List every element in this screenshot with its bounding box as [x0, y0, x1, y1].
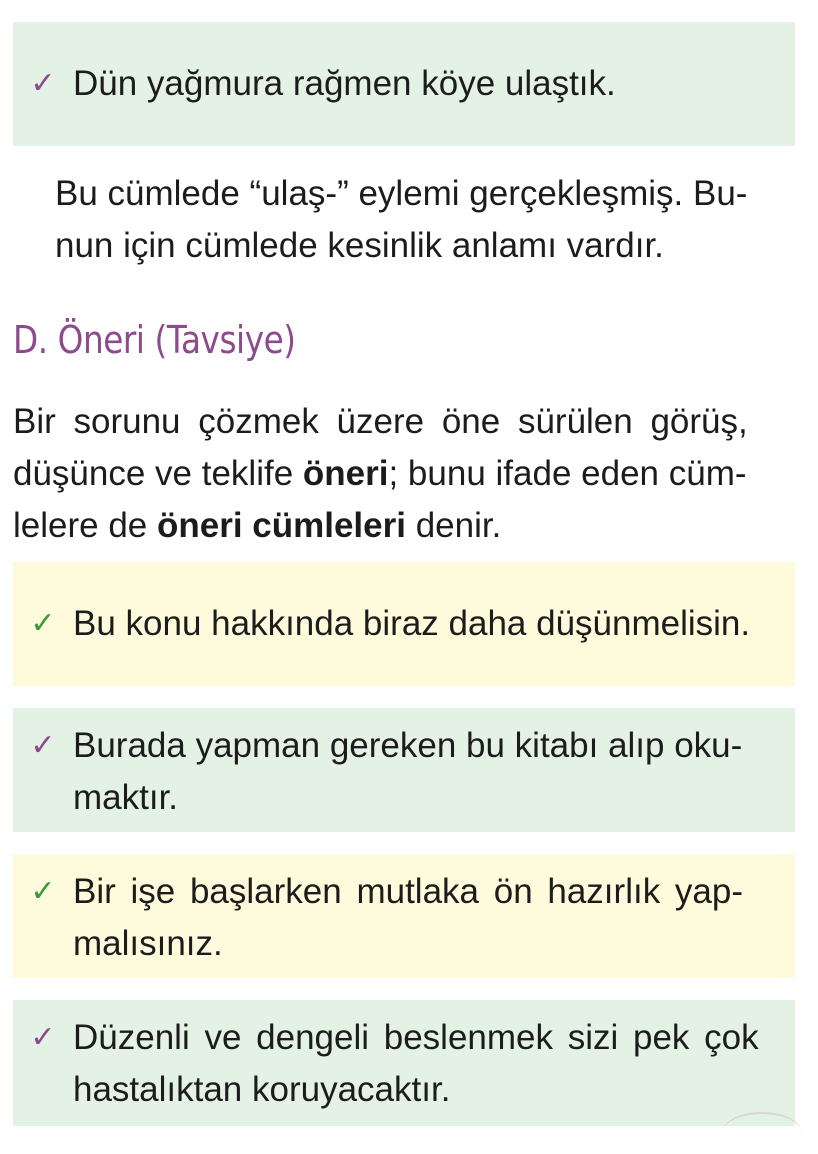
example-sentence: [73, 866, 757, 970]
example-sentence: [73, 598, 764, 650]
example-line-1: Bu konu hakkında biraz daha düşünmelisin.: [73, 604, 751, 643]
explanation-line-2: nun için cümlede kesinlik anlamı vardır.: [55, 226, 664, 265]
definition-line-2-post: ; bunu ifade eden cüm-: [388, 454, 747, 493]
check-icon: ✓: [30, 875, 56, 908]
example-box-1: [13, 562, 795, 686]
check-icon: ✓: [30, 67, 56, 100]
example-sentence: [73, 1012, 773, 1116]
check-icon: ✓: [30, 729, 56, 762]
definition-line-2-pre: düşünce ve teklife: [13, 454, 303, 493]
definition-line-3: [13, 500, 803, 552]
check-icon: ✓: [30, 1021, 56, 1054]
definition-line-1-text: Bir sorunu çözmek üzere öne sürülen görüş,: [13, 402, 748, 441]
definition-line-2: [13, 448, 803, 500]
definition-term-oneri-cumleleri: öneri cümleleri: [156, 506, 406, 545]
example-box-3: [13, 854, 795, 978]
section-heading: D. Öneri (Tavsiye): [13, 318, 296, 362]
definition-line-3-post: denir.: [405, 506, 502, 545]
check-icon: ✓: [30, 607, 56, 640]
example-line-1: Burada yapman gereken bu kitabı alıp oku-: [73, 726, 743, 765]
definition-paragraph: [13, 396, 803, 552]
definition-line-1: [13, 396, 793, 448]
example-line-2: malısınız.: [73, 924, 223, 963]
example-line-2: hastalıktan koruyacaktır.: [73, 1070, 451, 1109]
example-sentence: Dün yağmura rağmen köye ulaştık.: [73, 64, 616, 103]
example-sentence: [73, 720, 756, 824]
decorative-arc: [722, 1112, 802, 1154]
explanation-paragraph: [55, 168, 775, 272]
example-line-2: maktır.: [73, 778, 179, 817]
definition-term-oneri: öneri: [302, 454, 389, 493]
example-line-1: Bir işe başlarken mutlaka ön hazırlık yap-: [73, 872, 743, 911]
example-box-4: [13, 1000, 795, 1126]
definition-line-3-pre: lelere de: [13, 506, 157, 545]
example-box-2: [13, 708, 795, 832]
example-line-1: Düzenli ve dengeli beslenmek sizi pek çok: [73, 1018, 759, 1057]
explanation-line-1: Bu cümlede “ulaş-” eylemi gerçekleşmiş. Bu-: [55, 174, 748, 213]
example-box-top: [13, 22, 795, 146]
